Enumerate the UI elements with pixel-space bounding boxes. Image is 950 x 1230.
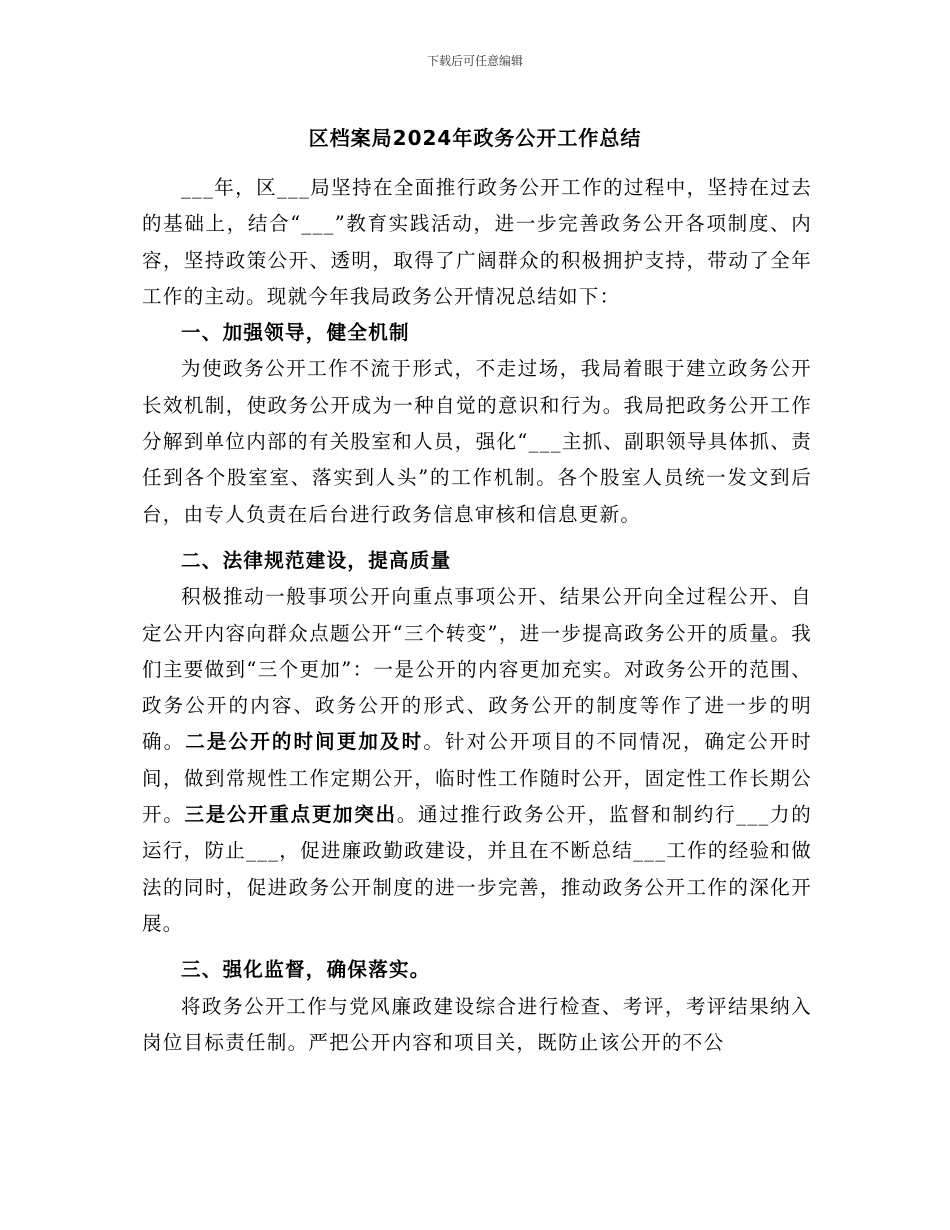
section-2-heading: 二、法律规范建设，提高质量 [181,548,452,572]
document-body [142,170,812,1061]
section-3-heading: 三、强化监督，确保落实。 [181,958,431,982]
section-2-paragraph [142,579,812,942]
intro-paragraph: ___年，区___局坚持在全面推行政务公开工作的过程中，坚持在过去的基础上，结合“___”教育实践活动，进一步完善政务公开各项制度、内容，坚持政策公开、透明，取得了广阔群众的积极拥护支持，带动了全年工作的主动。现就今年我局政务公开情况总结如下： [142,176,812,308]
section-2-text-part-3: 。通过推行政务公开，监督和制约行___力的运行，防止___，促进廉政勤政建设，并且在不断总结___工作的经验和做法的同时，促进政务公开制度的进一步完善，推动政务公开工作的深化开展。 [142,803,812,935]
section-3-paragraph: 将政务公开工作与党风廉政建设综合进行检查、考评，考评结果纳入岗位目标责任制。严把公开内容和项目关，既防止该公开的不公 [142,994,812,1054]
page-header-watermark: 下载后可任意编辑 [426,54,523,68]
section-2-text-part-1: 积极推动一般事项公开向重点事项公开、结果公开向全过程公开、自定公开内容向群众点题公开“三个转变”，进一步提高政务公开的质量。我们主要做到“三个更加”：一是公开的内容更加充实。对政务公开的范围、政务公开的内容、政务公开的形式、政务公开的制度等作了进一步的明确。 [142,585,812,754]
section-1-paragraph: 为使政务公开工作不流于形式，不走过场，我局着眼于建立政务公开长效机制，使政务公开成为一种自觉的意识和行为。我局把政务公开工作分解到单位内部的有关股室和人员，强化“___主抓、副职领导具体抓、责任到各个股室室、落实到人头”的工作机制。各个股室人员统一发文到后台，由专人负责在后台进行政务信息审核和信息更新。 [142,357,812,526]
section-2-text-part-2: 。针对公开项目的不同情况，确定公开时间，做到常规性工作定期公开，临时性工作随时公开，固定性工作长期公开。 [142,730,812,827]
section-2-bold-point-2: 二是公开的时间更加及时 [185,730,424,754]
document-title: 区档案局2024年政务公开工作总结 [308,126,642,150]
section-1-heading: 一、加强领导，健全机制 [181,321,410,345]
section-2-bold-point-3: 三是公开重点更加突出 [184,803,397,827]
